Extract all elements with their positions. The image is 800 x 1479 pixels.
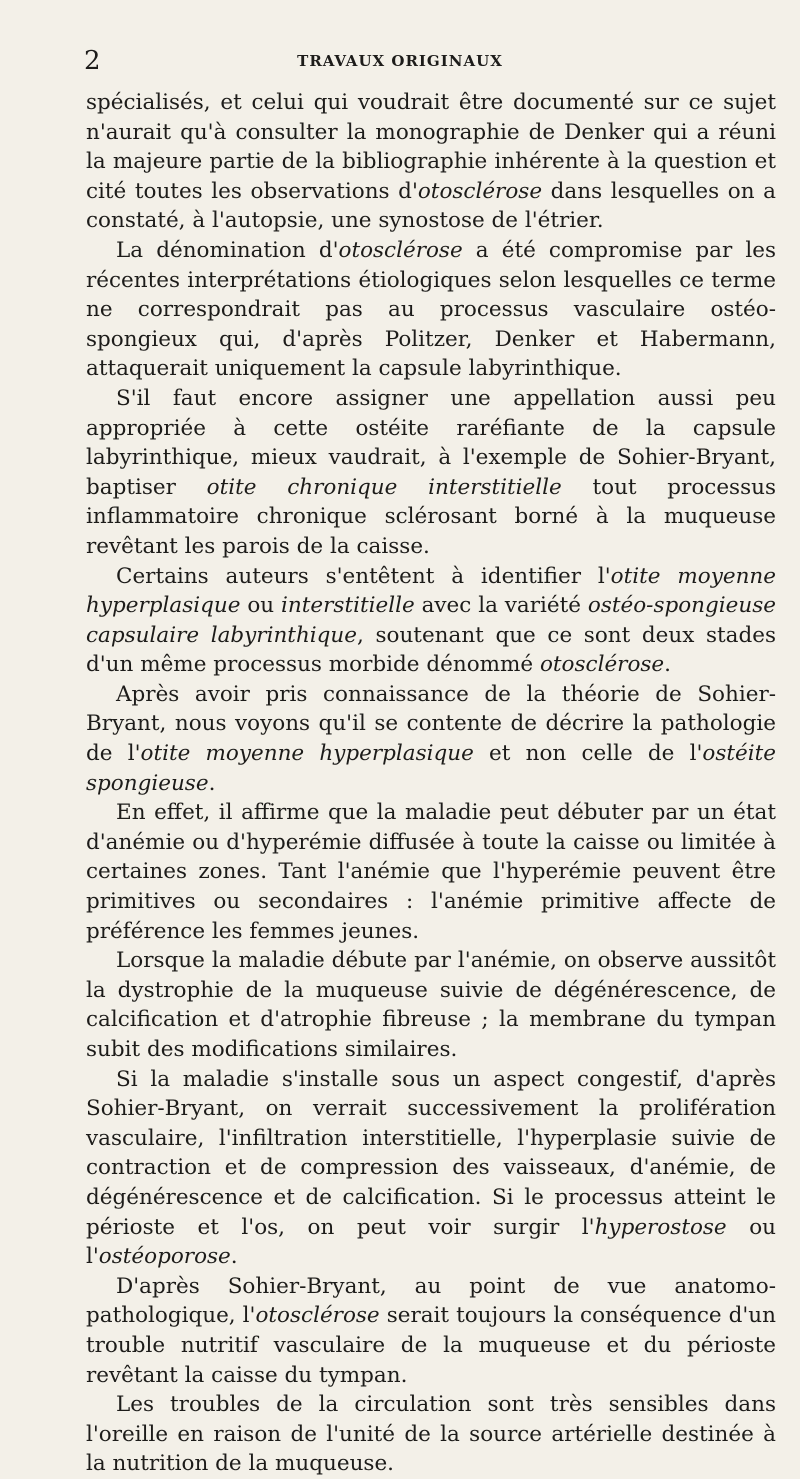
text-run: Après avoir pris connaissance de la théorie de Sohier-Bryant, nous voyons qu'il se contente de décrire la pathologie de l': [86, 681, 776, 767]
text-run: D'après Sohier-Bryant, au point de vue anatomo-pathologique, l': [86, 1273, 776, 1329]
body-text: [86, 88, 776, 1479]
text-run: Les troubles de la circulation sont très sensibles dans l'oreille en raison de l'unité de la source artérielle destinée à la nutrition de la muqueuse.: [86, 1392, 776, 1477]
paragraph: [86, 236, 776, 384]
text-run: Certains auteurs s'entêtent à identifier l': [116, 563, 611, 589]
text-run: ou: [240, 593, 282, 619]
page-header: [0, 46, 800, 76]
text-run: tout processus inflammatoire chronique sclérosant borné à la muqueuse revêtant les parois de la caisse.: [86, 474, 776, 559]
paragraph: [86, 1272, 776, 1390]
paragraph: [86, 384, 776, 562]
text-run: S'il faut encore assigner une appellation aussi peu appropriée à cette ostéite raréfiante de la capsule labyrinthique, mieux vaudrait, à l'exemple de Sohier-Bryant, baptiser: [86, 385, 776, 500]
paragraph: [86, 798, 776, 946]
italic-term: ostéoporose: [98, 1244, 231, 1270]
text-run: ou l': [86, 1214, 776, 1270]
text-run: serait toujours la conséquence d'un trouble nutritif vasculaire de la muqueuse et du périoste revêtant la caisse du tympan.: [86, 1303, 776, 1388]
paragraph: [86, 88, 776, 236]
paragraph: [86, 1390, 776, 1479]
paragraph: [86, 562, 776, 680]
text-run: Si la maladie s'installe sous un aspect congestif, d'après Sohier-Bryant, on verrait successivement la prolifération vasculaire, l'infiltration interstitielle, l'hyperplasie suivie de contraction et de compression des vaisseaux, d'anémie, de dégénérescence et de calcification. Si le processus atteint le périoste et l'os, on peut voir surgir l': [86, 1066, 776, 1240]
text-run: spécialisés, et celui qui voudrait être documenté sur ce sujet n'aurait qu'à consulter la monographie de Denker qui a réuni la majeure partie de la bibliographie inhérente à la question et cité toutes les observations d': [86, 90, 776, 204]
text-run: et non celle de l': [473, 741, 703, 767]
text-run: .: [664, 652, 671, 678]
italic-term: interstitielle: [281, 593, 415, 619]
italic-term: hyperostose: [594, 1214, 727, 1240]
italic-term: otosclérose: [255, 1303, 380, 1329]
italic-term: ostéo-spongieuse capsulaire labyrinthique: [86, 593, 776, 648]
text-run: Lorsque la maladie débute par l'anémie, on observe aussitôt la dystrophie de la muqueuse suivie de dégénérescence, de calcification et d'atrophie fibreuse ; la membrane du tympan subit des modifications similaires.: [86, 948, 776, 1062]
text-run: En effet, il affirme que la maladie peut débuter par un état d'anémie ou d'hyperémie diffusée à toute la caisse ou limitée à certaines zones. Tant l'anémie que l'hyperémie peuvent être primitives ou secondaires : l'anémie primitive affecte de préférence les femmes jeunes.: [86, 800, 776, 944]
text-run: La dénomination d': [116, 237, 339, 263]
italic-term: otite moyenne hyperplasique: [140, 741, 474, 767]
page-number: 2: [84, 46, 101, 76]
italic-term: otite moyenne hyperplasique: [86, 563, 776, 619]
paragraph: [86, 946, 776, 1064]
italic-term: otosclérose: [338, 237, 463, 263]
text-run: , soutenant que ce sont deux stades d'un même processus morbide dénommé: [86, 622, 776, 678]
italic-term: otosclérose: [539, 652, 665, 678]
italic-term: otosclérose: [417, 178, 543, 204]
paragraph: [86, 680, 776, 798]
text-run: avec la variété: [414, 593, 588, 619]
text-run: a été compromise par les récentes interprétations étiologiques selon lesquelles ce terme ne correspondrait pas au processus vasculaire ostéo-spongieux qui, d'après Politzer, Denker et Habermann, attaquerait uniquement la capsule labyrinthique.: [86, 237, 776, 382]
text-run: .: [208, 770, 216, 796]
text-run: dans lesquelles on a constaté, à l'autopsie, une synostose de l'étrier.: [86, 178, 776, 234]
italic-term: otite chronique interstitielle: [206, 474, 562, 500]
paragraph: [86, 1065, 776, 1272]
italic-term: ostéite spongieuse: [86, 741, 777, 796]
running-head: TRAVAUX ORIGINAUX: [297, 52, 503, 70]
text-run: .: [230, 1244, 238, 1270]
